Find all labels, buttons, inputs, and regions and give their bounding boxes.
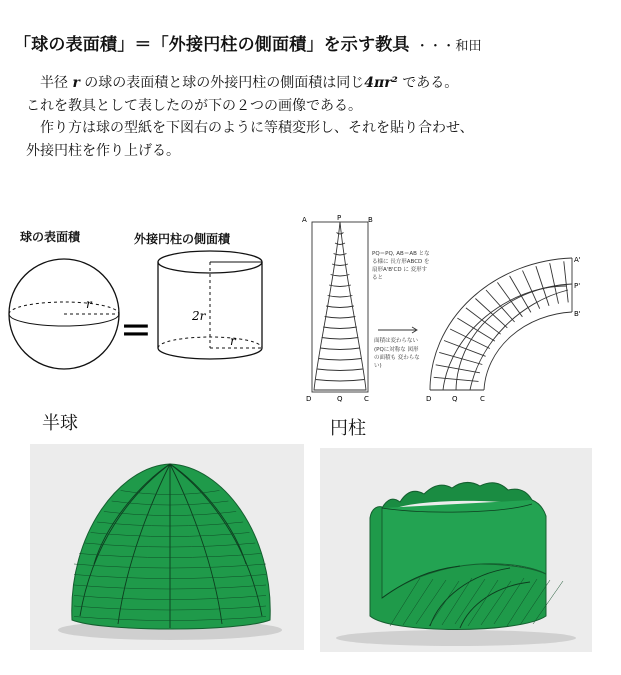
cylinder-r-label: r [230, 334, 236, 348]
net-hatch-line [326, 306, 354, 308]
sphere-r-label: r [86, 297, 92, 311]
area-note: 面積は変わらない [374, 338, 419, 344]
net-hatch-line [325, 317, 356, 319]
page-title [14, 30, 482, 55]
point-B: B [368, 216, 373, 224]
point-D: D [306, 395, 312, 403]
net-hatch-line [319, 359, 362, 361]
cylinder-photo [320, 448, 592, 652]
sector-hatch-line [475, 299, 507, 328]
cylinder-label: 外接円柱の側面積 [134, 232, 231, 246]
cylinder-drawing [158, 251, 262, 359]
point-A-prime: A' [574, 256, 581, 264]
rectangle-net [312, 222, 368, 392]
net-hatch-line [337, 233, 344, 235]
desc-line1-post: である。 [402, 75, 459, 91]
net-hatch-line [316, 380, 364, 382]
net-hatch-line [322, 338, 359, 340]
desc-line-3: 作り方は球の型紙を下図右のように等積変形し、それを貼り合わせ、 [40, 120, 474, 136]
radius-symbol: r [72, 75, 80, 91]
sector-hatch-line [497, 282, 522, 316]
surface-formula: 4πr² [364, 75, 398, 91]
net-hatch-line [328, 296, 353, 298]
sector-hatch-line [444, 341, 486, 357]
symmetric-note: (PQに対称な 図形の面積も 変わらない) [374, 347, 420, 369]
cylinder-illustration [320, 448, 592, 652]
net-hatch-line [317, 369, 363, 371]
hemisphere-caption: 半球 [42, 413, 78, 434]
point-C: C [364, 395, 369, 403]
point-D-sector: D [426, 395, 432, 403]
sphere-drawing [9, 259, 119, 369]
point-Q: Q [337, 395, 343, 403]
title-text: 「球の表面積」＝「外接円柱の側面積」を示す教具 [14, 35, 410, 55]
net-hatch-line [320, 348, 360, 350]
sector-hatch-line [457, 318, 495, 341]
point-Q-sector: Q [452, 395, 458, 403]
description [26, 72, 606, 162]
point-P-prime: P' [574, 282, 581, 290]
sector-hatch-line [564, 261, 568, 302]
sphere-cylinder-diagram [0, 248, 290, 398]
sector-hatch-line [434, 377, 479, 381]
point-P: P [337, 214, 342, 222]
desc-line1-pre: 半径 [40, 75, 68, 91]
cylinder-caption: 円柱 [330, 418, 366, 439]
transform-note: PQ＝PQ, AB＝AB となる様に 長方形ABCD を 扇形A'B'CD に 変形すると [372, 251, 430, 281]
point-A: A [302, 216, 307, 224]
desc-line1-mid: の球の表面積と球の外接円柱の側面積は同じ [84, 75, 365, 91]
net-hatch-line [323, 327, 357, 329]
sector-hatch-line [536, 266, 549, 306]
hemisphere-photo [30, 444, 304, 650]
net-hatch-line [335, 243, 345, 245]
net-hatch-line [329, 285, 351, 287]
net-hatch-line [331, 275, 350, 277]
point-B-prime: B' [574, 310, 581, 318]
sphere-label: 球の表面積 [20, 230, 81, 244]
sector-hatch-line [550, 263, 559, 304]
net-transformation-diagram [300, 212, 590, 404]
cylinder-2r-label: 2r [192, 309, 206, 323]
point-C-sector: C [480, 395, 485, 403]
author-name: ・・・和田 [415, 39, 482, 54]
hemisphere-illustration [30, 444, 304, 650]
equals-sign: = [120, 307, 152, 351]
desc-line-1 [26, 72, 606, 95]
desc-line-2: これを教具として表したのが下の２つの画像である。 [26, 97, 362, 114]
desc-line-4: 外接円柱を作り上げる。 [26, 142, 180, 159]
sector-net [430, 258, 572, 390]
